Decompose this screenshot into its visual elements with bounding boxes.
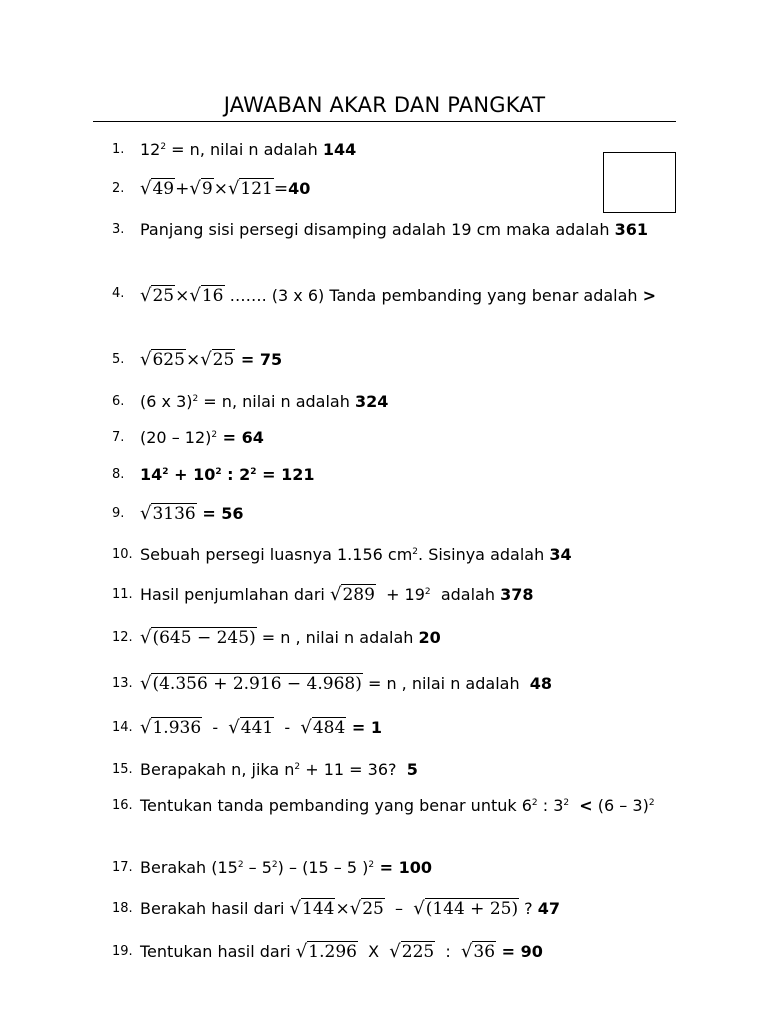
- answer: 378: [500, 585, 534, 604]
- answer: >: [642, 286, 657, 305]
- title-underline: [93, 121, 676, 122]
- answer: 20: [418, 628, 441, 647]
- answer: = 56: [196, 504, 244, 523]
- answer: 48: [529, 674, 553, 693]
- answer: = 121: [256, 465, 315, 484]
- answer: <: [579, 796, 593, 815]
- answer: 47: [537, 899, 561, 918]
- answer: = 1: [346, 718, 382, 737]
- answer: 144: [322, 140, 357, 159]
- answer: 5: [406, 760, 418, 779]
- answer: = 64: [217, 428, 264, 447]
- document-page: JAWABAN AKAR DAN PANGKAT 1. $12^2 = n$, nilai n adalah 144 2. √49+√9×√121=40 3. Panjang sisi persegi disamping adalah 19 cm maka adalah 361 4. √25×√16 ……. (3 x 6) Tanda pembanding yang benar adalah > 5. √625×√25 = 75 6. (6 x 3)$^2$ = n, nilai n adalah 324 7. (20 – 12)$^2$ = 64 8. $14^2 + 10^2$ : $2^2 = 121$ 9. √3136 = 56 10. Sebuah persegi luasnya 1.156 $cm^2$. Sisinya adalah 34 11. Hasil penjumlahan dari $√289 + 19^2$ adalah 378 12. √(645 − 245) = n , nilai n adalah 20 13. √(4.356 + 2.916 − 4.968) = n , nilai n adalah 48 14. √1.936 - √441 - √484 = 1 15. Berapakah n, jika $n^2 + 11 = 36$? 5 16. Tentukan tanda pembanding yang benar untuk $6^2$ : $3^2 < (6 - 3)^2$ 17. Berakah $(15^2 - 5^2) - (15 - 5$ )$^2$ = 100 18. Berakah hasil dari √144×√25 – √(144 + 25) ? 47 19. Tentukan hasil dari √1.296 X √225 : √36 = 90: [0, 0, 768, 1024]
- answer: 40: [288, 179, 311, 198]
- page-title: JAWABAN AKAR DAN PANGKAT: [223, 93, 546, 117]
- answer: 324: [354, 392, 389, 411]
- answer: = 75: [235, 350, 283, 369]
- answer: 34: [549, 545, 572, 564]
- square-figure: [603, 152, 676, 213]
- answer: 361: [614, 220, 648, 239]
- answer: = 90: [496, 942, 543, 961]
- answer: = 100: [374, 858, 433, 877]
